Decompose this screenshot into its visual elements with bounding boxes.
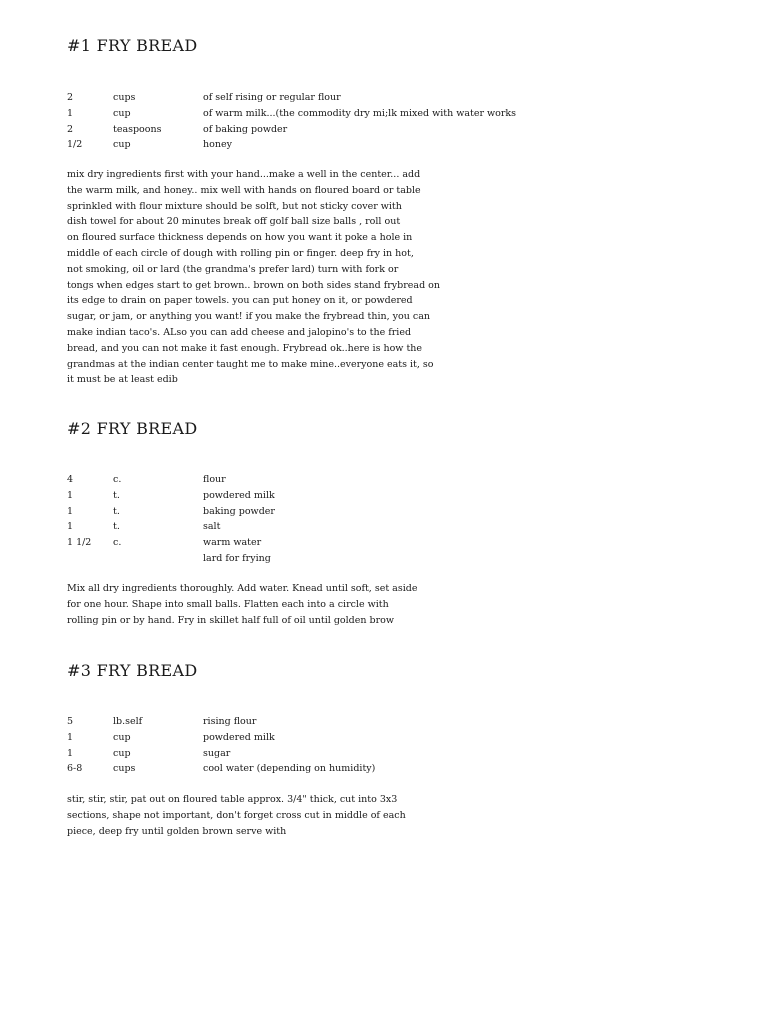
- ingredient-unit: cups: [113, 763, 136, 775]
- ingredient-quantity: 4: [67, 474, 74, 485]
- ingredient-unit: cup: [113, 747, 131, 759]
- ingredient-quantity: 2: [67, 92, 74, 103]
- ingredient-row: [67, 488, 717, 504]
- ingredient-quantity: 5: [67, 716, 74, 727]
- ingredient-unit: cup: [113, 731, 131, 743]
- method-line: it must be at least edib: [67, 374, 178, 386]
- ingredient-quantity: 1: [67, 521, 74, 533]
- method-line: mix dry ingredients first with your hand...make a well in the center... add: [67, 169, 421, 180]
- ingredient-name: honey: [203, 139, 232, 151]
- ingredient-row: [67, 504, 717, 520]
- ingredient-list: [67, 714, 717, 777]
- ingredient-row: [67, 472, 717, 488]
- ingredient-name: baking powder: [203, 505, 275, 517]
- method-text: [67, 581, 418, 628]
- ingredient-row: [67, 746, 717, 762]
- ingredient-name: of baking powder: [203, 123, 288, 135]
- method-line: middle of each circle of dough with rolling pin or finger. deep fry in hot,: [67, 247, 414, 259]
- method-line: stir, stir, stir, pat out on floured table approx. 3/4" thick, cut into 3x3: [67, 794, 398, 805]
- method-line: on floured surface thickness depends on how you want it poke a hole in: [67, 232, 413, 244]
- ingredient-row: [67, 106, 717, 122]
- recipe-3: [67, 661, 717, 837]
- ingredient-unit: teaspoons: [113, 123, 162, 135]
- ingredient-name: lard for frying: [203, 552, 271, 564]
- ingredient-quantity: 1: [67, 747, 74, 759]
- method-line: make indian taco's. ALso you can add cheese and jalopino's to the fried: [67, 326, 412, 338]
- ingredient-name: of self rising or regular flour: [203, 92, 341, 103]
- ingredient-unit: t.: [113, 489, 120, 501]
- method-line: piece, deep fry until golden brown serve with: [67, 825, 287, 837]
- ingredient-row: [67, 519, 717, 535]
- ingredient-name: sugar: [203, 747, 231, 759]
- ingredient-quantity: 2: [67, 123, 74, 135]
- ingredient-name: powdered milk: [203, 731, 275, 743]
- ingredient-unit: lb.self: [113, 716, 143, 727]
- method-line: for one hour. Shape into small balls. Flatten each into a circle with: [67, 598, 389, 610]
- recipe-2: [67, 419, 717, 626]
- method-line: dish towel for about 20 minutes break off golf ball size balls , roll out: [67, 216, 401, 228]
- ingredient-row: [67, 535, 717, 551]
- ingredient-quantity: 1: [67, 489, 74, 501]
- ingredient-unit: c.: [113, 474, 122, 485]
- method-line: not smoking, oil or lard (the grandma's prefer lard) turn with fork or: [67, 263, 399, 275]
- ingredient-name: powdered milk: [203, 489, 275, 501]
- method-line: sugar, or jam, or anything you want! if you make the frybread thin, you can: [67, 311, 430, 323]
- recipe-1: [67, 36, 717, 386]
- method-line: sprinkled with flour mixture should be solft, but not sticky cover with: [67, 200, 402, 212]
- ingredient-quantity: 1: [67, 505, 74, 517]
- ingredient-quantity: 1/2: [67, 139, 83, 151]
- recipe-title: #1 FRY BREAD: [67, 36, 198, 55]
- recipe-title: #3 FRY BREAD: [67, 661, 198, 680]
- ingredient-quantity: 1: [67, 107, 74, 119]
- method-line: sections, shape not important, don't forget cross cut in middle of each: [67, 809, 406, 821]
- method-line: its edge to drain on paper towels. you can put honey on it, or powdered: [67, 295, 413, 307]
- recipe-title: #2 FRY BREAD: [67, 419, 198, 438]
- ingredient-list: [67, 90, 717, 153]
- ingredient-row: [67, 137, 717, 153]
- ingredient-row: [67, 761, 717, 777]
- ingredient-quantity: 6-8: [67, 763, 83, 775]
- ingredient-unit: cup: [113, 139, 131, 151]
- method-line: tongs when edges start to get brown.. brown on both sides stand frybread on: [67, 279, 441, 291]
- ingredient-list: [67, 472, 717, 567]
- ingredient-unit: t.: [113, 505, 120, 517]
- ingredient-row: [67, 90, 717, 106]
- ingredient-row: [67, 551, 717, 567]
- ingredient-quantity: 1: [67, 731, 74, 743]
- method-line: grandmas at the indian center taught me to make mine..everyone eats it, so: [67, 358, 434, 370]
- ingredient-name: warm water: [203, 537, 262, 549]
- ingredient-name: salt: [203, 521, 221, 533]
- ingredient-row: [67, 122, 717, 138]
- ingredient-unit: cups: [113, 92, 136, 103]
- method-text: [67, 792, 407, 839]
- method-line: Mix all dry ingredients thoroughly. Add water. Knead until soft, set aside: [67, 583, 418, 594]
- ingredient-name: of warm milk...(the commodity dry mi;lk mixed with water works: [203, 107, 517, 119]
- ingredient-unit: c.: [113, 537, 122, 549]
- method-line: rolling pin or by hand. Fry in skillet half full of oil until golden brow: [67, 614, 394, 626]
- ingredient-name: flour: [203, 474, 226, 485]
- ingredient-name: cool water (depending on humidity): [203, 763, 376, 775]
- method-line: bread, and you can not make it fast enough. Frybread ok..here is how the: [67, 342, 423, 354]
- ingredient-quantity: 1 1/2: [67, 537, 92, 549]
- ingredient-unit: cup: [113, 107, 131, 119]
- ingredient-name: rising flour: [203, 716, 257, 727]
- method-line: the warm milk, and honey.. mix well with hands on floured board or table: [67, 184, 421, 196]
- ingredient-row: [67, 714, 717, 730]
- ingredient-unit: t.: [113, 521, 120, 533]
- ingredient-row: [67, 730, 717, 746]
- method-text: [67, 167, 441, 388]
